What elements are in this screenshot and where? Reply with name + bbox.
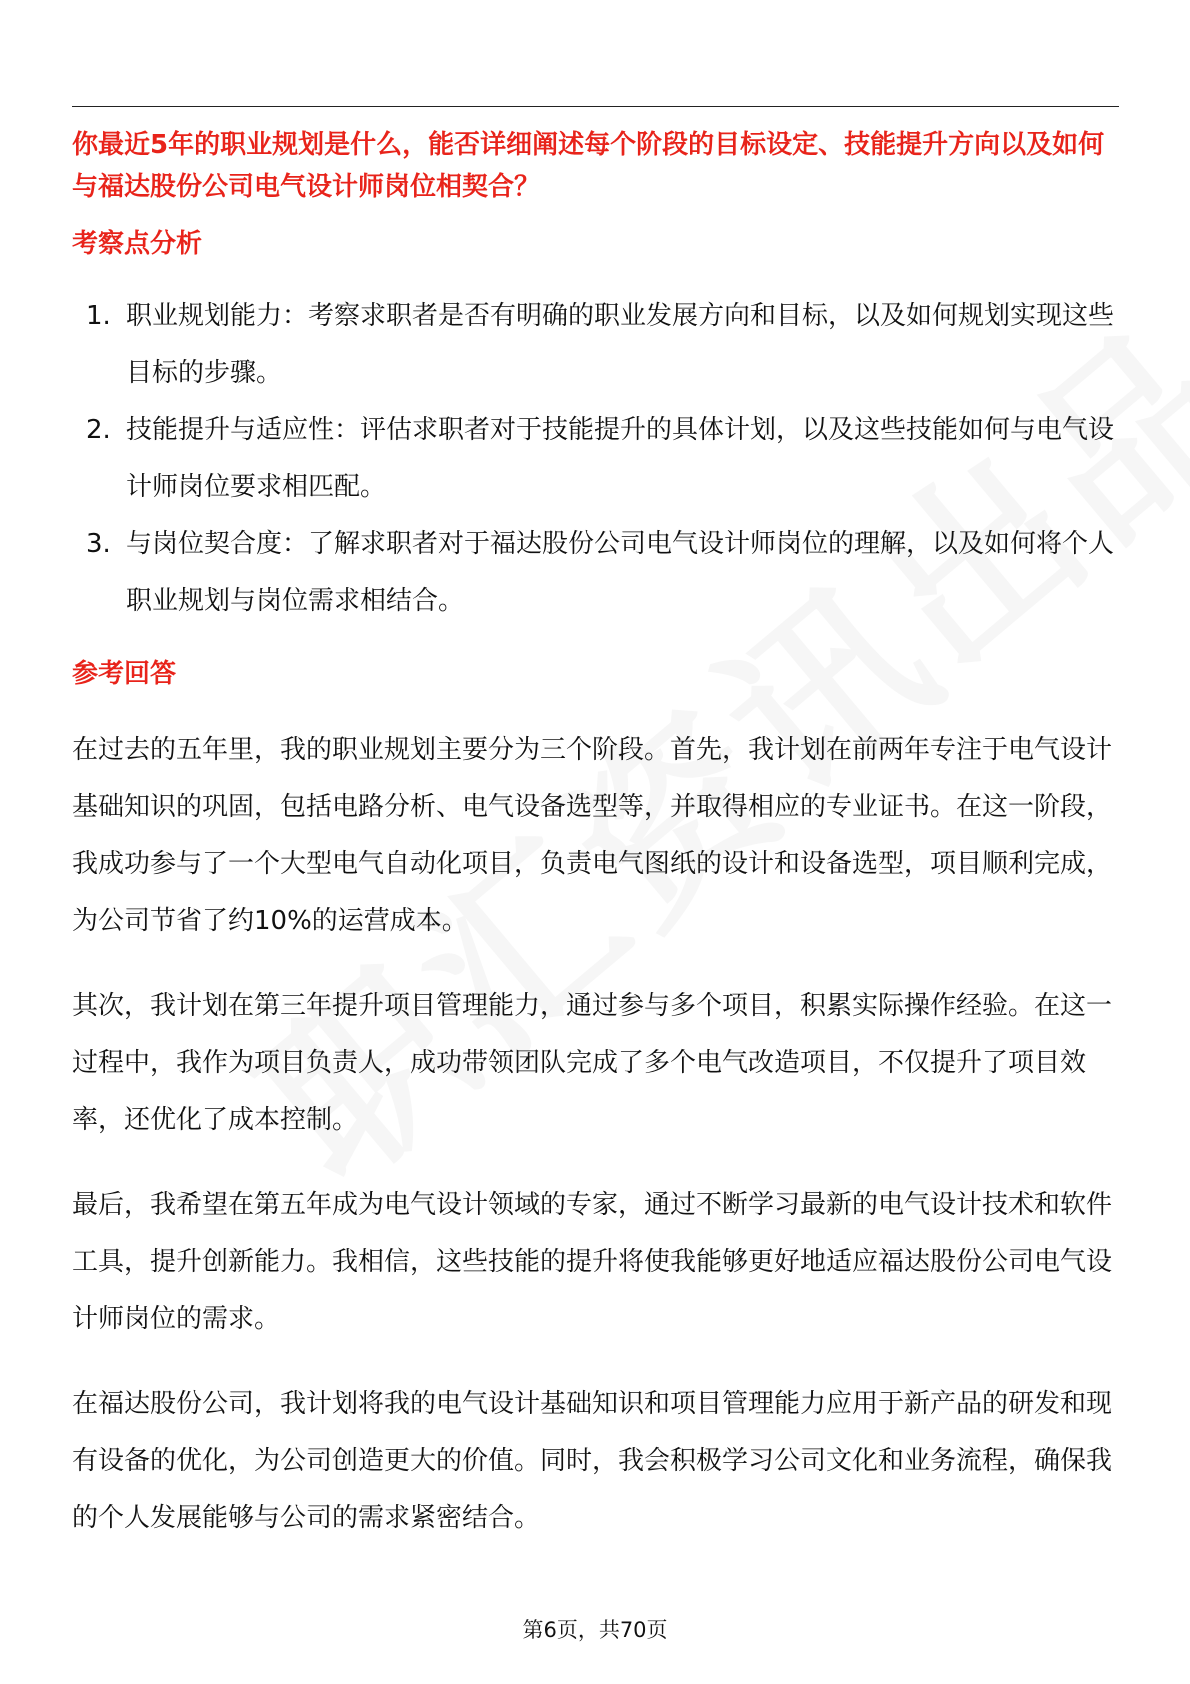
answer-heading: 参考回答 <box>72 659 177 689</box>
analysis-list <box>72 288 1119 630</box>
analysis-heading: 考察点分析 <box>72 229 203 259</box>
point-text: 技能提升与适应性：评估求职者对于技能提升的具体计划，以及这些技能如何与电气设计师岗位要求相匹配。 <box>126 415 1115 502</box>
point-number: 1. <box>86 301 111 331</box>
answer-body <box>72 722 1119 1547</box>
answer-paragraph: 在福达股份公司，我计划将我的电气设计基础知识和项目管理能力应用于新产品的研发和现有设备的优化，为公司创造更大的价值。同时，我会积极学习公司文化和业务流程，确保我的个人发展能够与公司的需求紧密结合。 <box>72 1389 1113 1533</box>
top-divider <box>72 106 1119 107</box>
point-number: 2. <box>86 415 111 445</box>
analysis-point <box>72 288 1119 402</box>
answer-paragraph: 最后，我希望在第五年成为电气设计领域的专家，通过不断学习最新的电气设计技术和软件工具，提升创新能力。我相信，这些技能的提升将使我能够更好地适应福达股份公司电气设计师岗位的需求。 <box>72 1190 1113 1334</box>
answer-paragraph: 在过去的五年里，我的职业规划主要分为三个阶段。首先，我计划在前两年专注于电气设计基础知识的巩固，包括电路分析、电气设备选型等，并取得相应的专业证书。在这一阶段，我成功参与了一个大型电气自动化项目，负责电气图纸的设计和设备选型，项目顺利完成，为公司节省了约10%的运营成本。 <box>72 735 1113 936</box>
page-content <box>72 124 1119 1547</box>
page-number: 第6页，共70页 <box>522 1618 668 1642</box>
point-text: 与岗位契合度：了解求职者对于福达股份公司电气设计师岗位的理解，以及如何将个人职业规划与岗位需求相结合。 <box>126 529 1115 616</box>
analysis-point <box>72 516 1119 630</box>
question-title: 你最近5年的职业规划是什么，能否详细阐述每个阶段的目标设定、技能提升方向以及如何与福达股份公司电气设计师岗位相契合？ <box>72 130 1105 202</box>
analysis-point <box>72 402 1119 516</box>
point-number: 3. <box>86 529 111 559</box>
point-text: 职业规划能力：考察求职者是否有明确的职业发展方向和目标，以及如何规划实现这些目标的步骤。 <box>126 301 1115 388</box>
answer-paragraph: 其次，我计划在第三年提升项目管理能力，通过参与多个项目，积累实际操作经验。在这一过程中，我作为项目负责人，成功带领团队完成了多个电气改造项目，不仅提升了项目效率，还优化了成本控制。 <box>72 991 1113 1135</box>
